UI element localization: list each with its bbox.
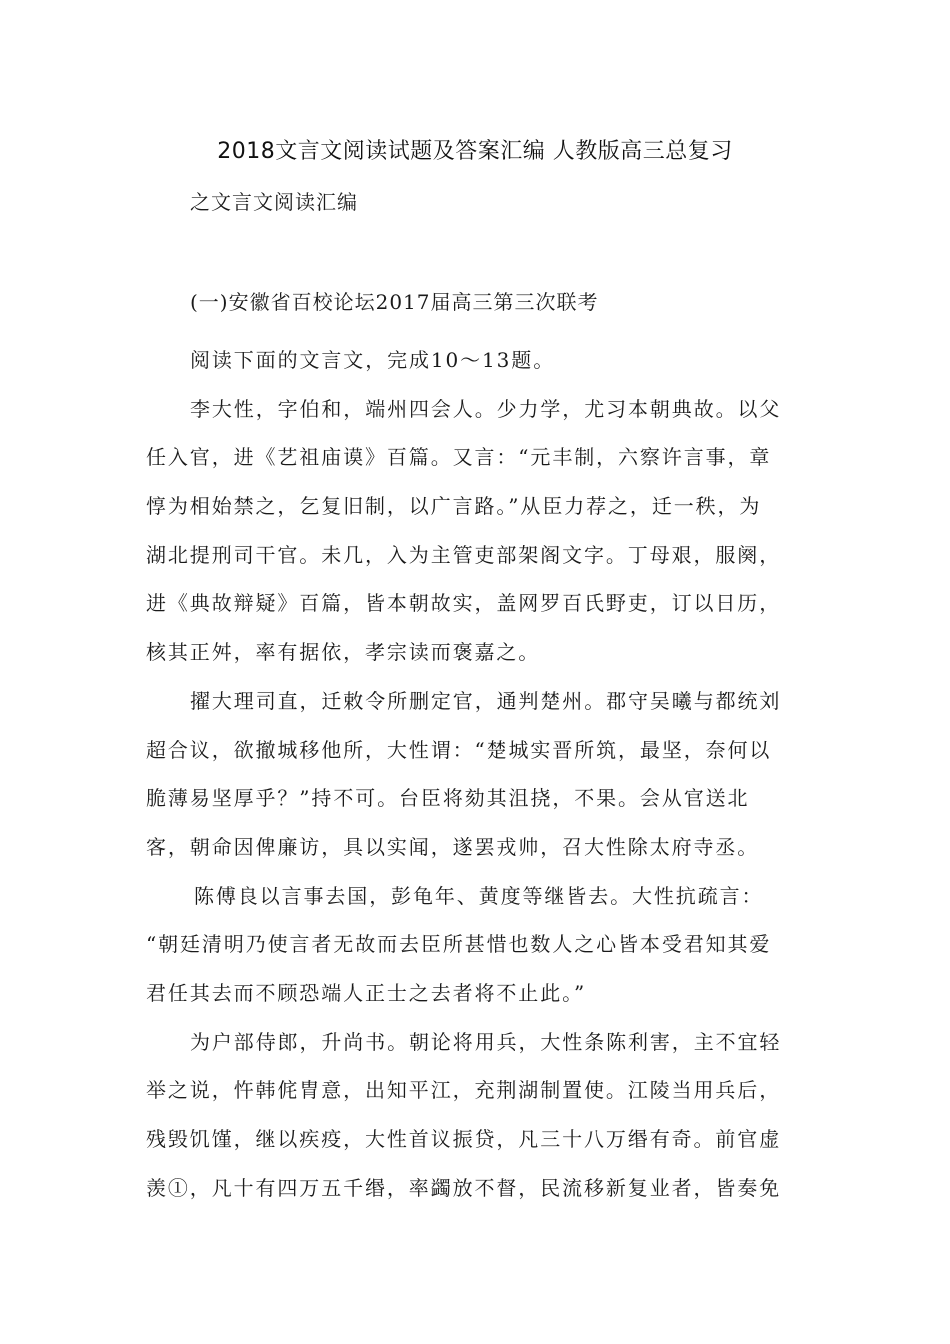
text-line: 残毁饥馑，继以疾疫，大性首议振贷，凡三十八万缗有奇。前官虚 [146,1127,782,1151]
text-line: 陈傅良以言事去国，彭龟年、黄度等继皆去。大性抗疏言： [194,883,764,908]
text-line: 脆薄易坚厚乎？”持不可。台臣将劾其沮挠，不果。会从官送北 [146,786,750,811]
text-line: 李大性，字伯和，端州四会人。少力学，尤习本朝典故。以父 [190,396,782,421]
text-line: 惇为相始禁之，乞复旧制，以广言路。”从臣力荐之，迁一秩，为 [146,494,762,519]
text-line: 君任其去而不顾恐端人正士之去者将不止此。” [146,980,587,1005]
document-body [146,336,810,1212]
text-line: 为户部侍郎，升尚书。朝论将用兵，大性条陈利害，主不宜轻 [190,1029,782,1054]
text-line: 举之说，忤韩侂胄意，出知平江，充荆湖制置使。江陵当用兵后， [146,1078,782,1103]
text-line: 核其正舛，率有据依，孝宗读而褒嘉之。 [146,640,541,665]
document-title: 2018文言文阅读试题及答案汇编 人教版高三总复习 [217,139,733,164]
text-line: 任入官，进《艺祖庙谟》百篇。又言：“元丰制，六察许言事，章 [146,445,772,470]
text-line: 进《典故辩疑》百篇，皆本朝故实，盖网罗百氏野吏，订以日历， [146,591,782,616]
text-line: 客，朝命因俾廉访，具以实闻，遂罢戎帅，召大性除太府寺丞。 [146,834,760,859]
instruction-line: 阅读下面的文言文，完成10～13题。 [190,348,556,372]
section-heading: (一)安徽省百校论坛2017届高三第三次联考 [190,290,599,314]
text-line: 羡①，凡十有四万五千缗，率蠲放不督，民流移新复业者，皆奏免 [146,1175,782,1200]
text-line: 超合议，欲撤城移他所，大性谓：“楚城实晋所筑，最坚，奈何以 [146,737,772,762]
text-line: 擢大理司直，迁敕令所删定官，通判楚州。郡守吴曦与都统刘 [190,688,782,713]
document-subtitle: 之文言文阅读汇编 [190,190,358,214]
text-line: “朝廷清明乃使言者无故而去臣所甚惜也数人之心皆本受君知其爱 [146,932,772,957]
text-line: 湖北提刑司干官。未几，入为主管吏部架阁文字。丁母艰，服阕， [146,542,782,567]
